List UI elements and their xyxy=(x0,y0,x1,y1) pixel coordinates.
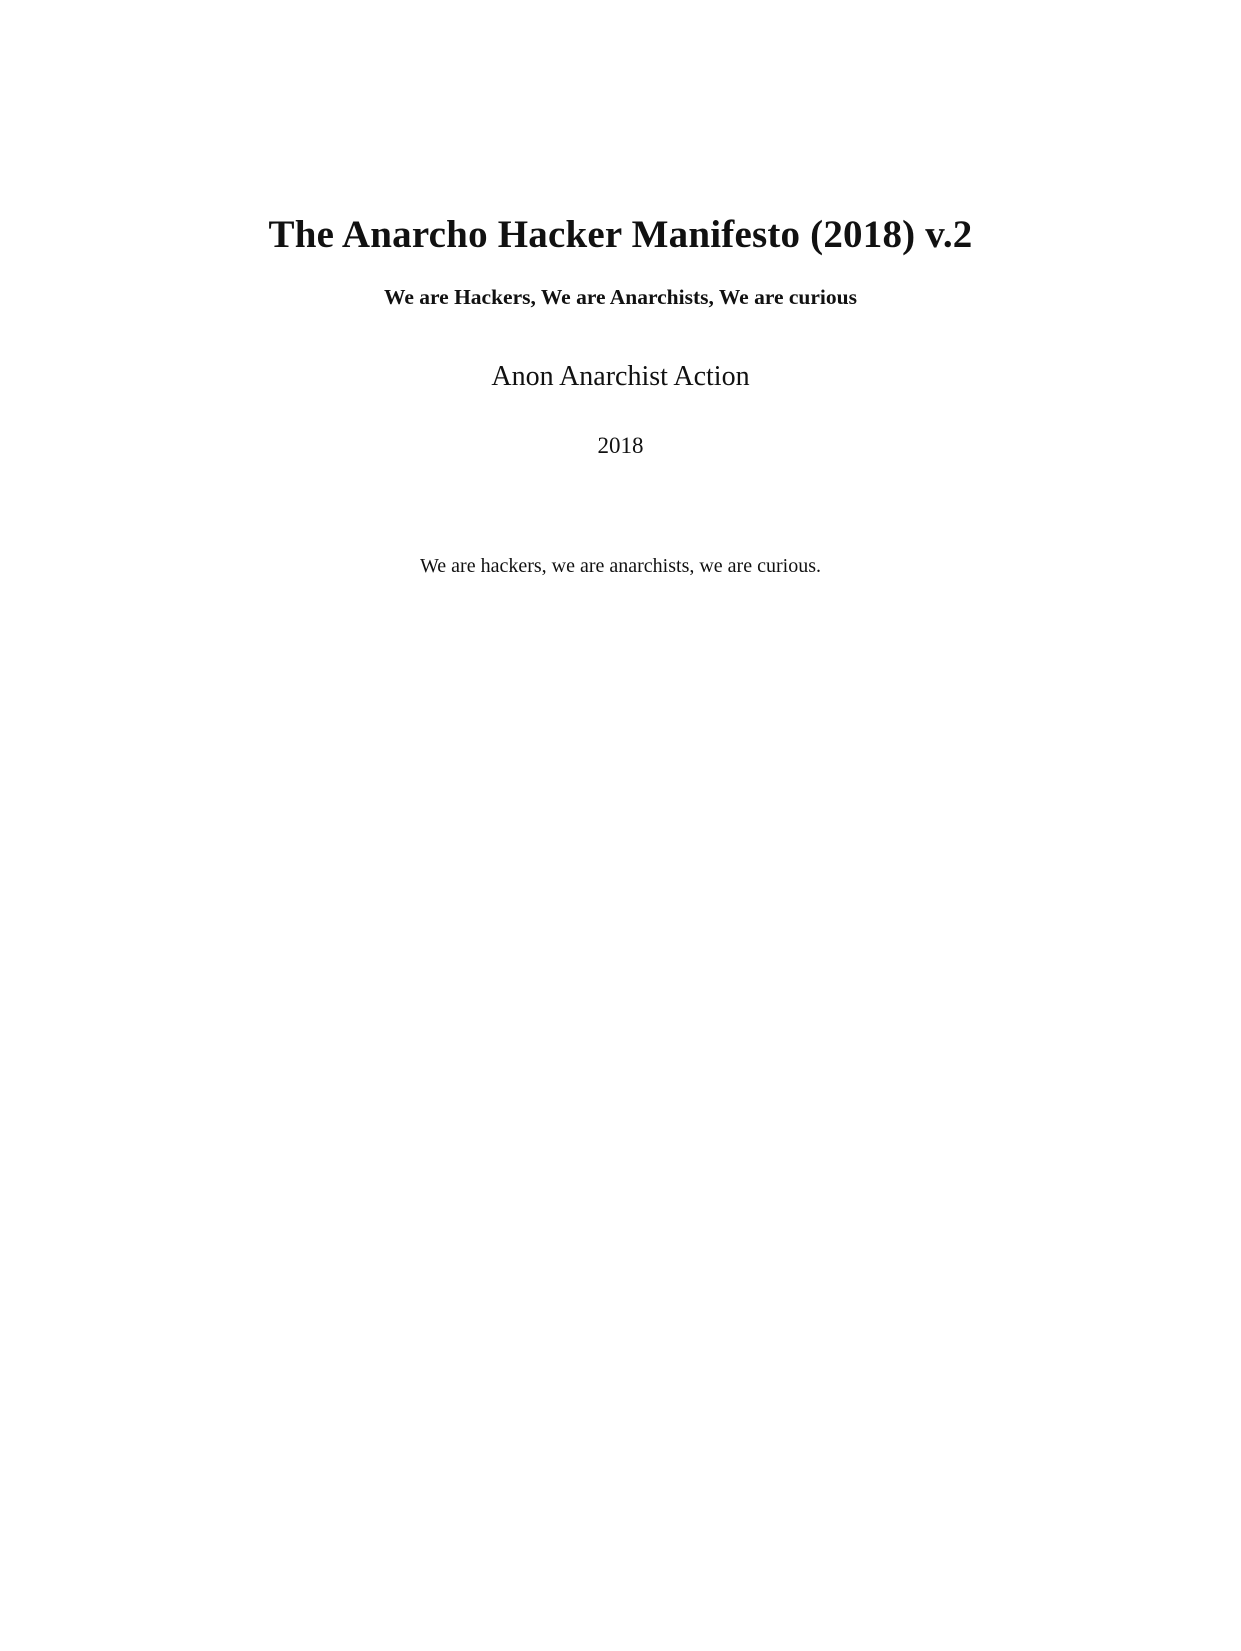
document-abstract: We are hackers, we are anarchists, we are curious. xyxy=(420,555,821,577)
document-subtitle: We are Hackers, We are Anarchists, We are curious xyxy=(384,285,857,309)
document-date: 2018 xyxy=(597,433,644,458)
document-title: The Anarcho Hacker Manifesto (2018) v.2 xyxy=(268,213,973,256)
document-author: Anon Anarchist Action xyxy=(491,361,750,392)
